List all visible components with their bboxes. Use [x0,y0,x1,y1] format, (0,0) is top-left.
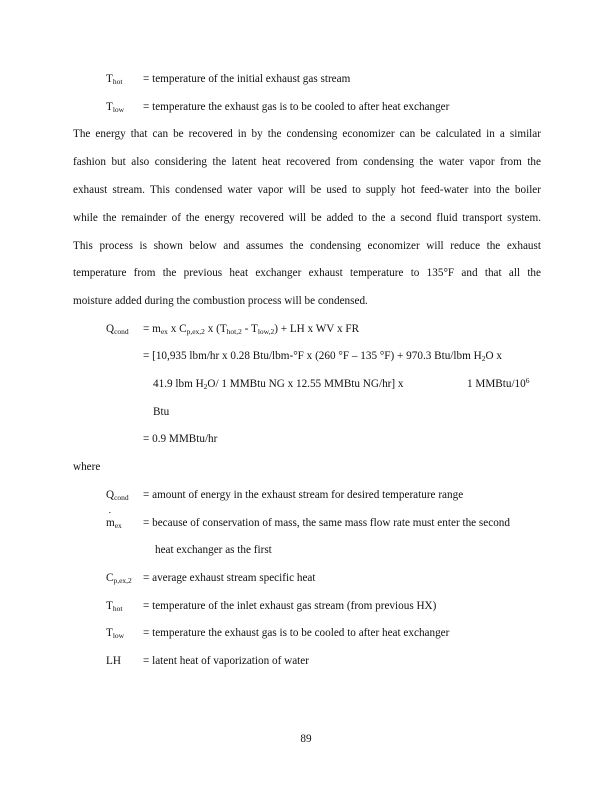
definition-t-hot: = temperature of the initial exhaust gas stream [143,73,351,85]
paragraph-line: fashion but also considering the latent heat recovered from condensing the water vapor from the [73,156,541,168]
paragraph-line: This process is shown below and assumes the condensing economizer will reduce the exhaust [73,240,541,252]
symbol-t-hot-2: $T_{hot}$ [106,600,123,613]
paragraph-line: exhaust stream. This condensed water vapor will be used to supply hot feed-water into the boiler [73,184,541,196]
paragraph-line: temperature from the previous heat exchanger exhaust temperature to 135°F and that all the [73,267,541,279]
definition-t-low: = temperature the exhaust gas is to be cooled to after heat exchanger [143,101,450,113]
definition-t-hot-2: = temperature of the inlet exhaust gas stream (from previous HX) [143,600,437,612]
symbol-lh: LH [106,655,121,667]
definition-m-ex: = because of conservation of mass, the same mass flow rate must enter the second [143,517,510,529]
paragraph-line-last: moisture added during the combustion process will be condensed. [73,295,368,307]
symbol-m-ex: ˙ $m_{ex}$ [106,516,122,530]
where-label: where [73,461,101,473]
definition-t-low-2: = temperature the exhaust gas is to be cooled to after heat exchanger [143,627,450,639]
symbol-cp: $C_{p,ex,2}$ [106,572,132,585]
symbol-t-low-2: $T_{low}$ [106,627,125,640]
paragraph-line: The energy that can be recovered in by the condensing economizer can be calculated in a similar [73,128,541,140]
equation-line-4: Btu [153,406,170,418]
equation-line-1: = $m_{ex}$ x $C_{p,ex,2}$ x $(T_{hot,2} - T_{low,2})$ + LH x WV x FR [143,323,360,336]
definition-lh: = latent heat of vaporization of water [143,655,309,667]
definition-q-cond: = amount of energy in the exhaust stream for desired temperature range [143,489,464,501]
paragraph-line: while the remainder of the energy recovered will be added to the a second fluid transport system. [73,212,541,224]
page-number: 89 [300,733,312,745]
symbol-q-cond: $Q_{cond}$ [106,489,129,502]
equation-result: = 0.9 MMBtu/hr [143,433,218,445]
equation-lhs: $Q_{cond}$ [106,323,129,336]
equation-line-3a: 41.9 lbm $H_2O/$ 1 MMBtu NG x 12.55 MMBtu NG/hr] x [153,378,404,391]
symbol-t-low: $T_{low}$ [106,101,125,114]
definition-cp: = average exhaust stream specific heat [143,572,316,584]
equation-line-2: = [10,935 lbm/hr x 0.28 Btu/lbm-°F x (260 °F – 135 °F) + 970.3 Btu/lbm $H_2O$ x [143,350,502,363]
symbol-t-hot: $T_{hot}$ [106,73,123,86]
equation-line-3b: 1 MMBtu/$10^6$ [467,376,530,390]
definition-m-ex-continued: heat exchanger as the first [155,544,272,556]
